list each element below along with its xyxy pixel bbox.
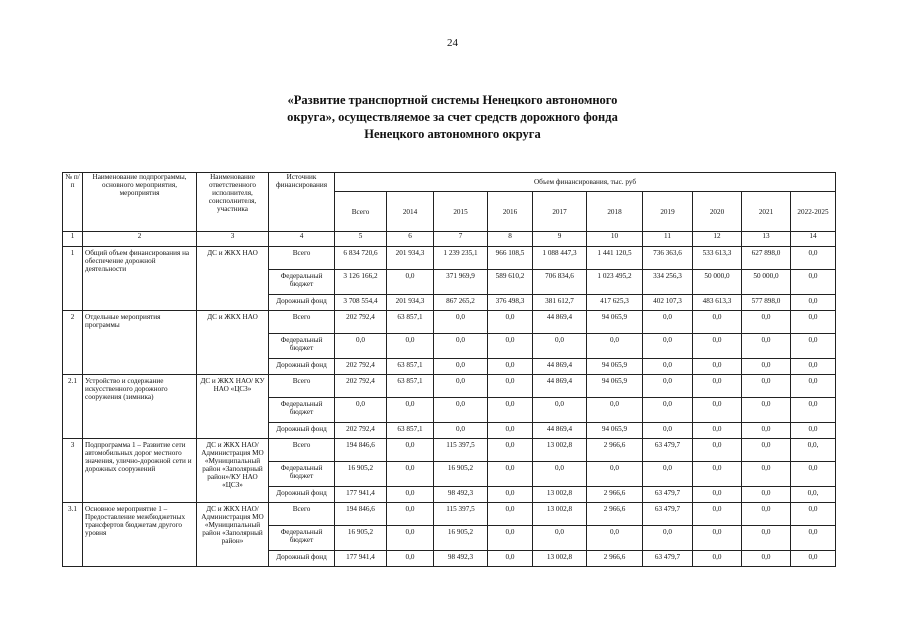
value-cell: 0,0 [742,311,791,334]
value-cell: 0,0 [693,398,742,423]
value-cell: 483 613,3 [693,295,742,311]
value-cell: 0,0 [335,334,387,359]
value-cell: 0,0 [791,334,836,359]
value-cell: 201 934,3 [387,247,434,270]
value-cell: 577 898,0 [742,295,791,311]
value-cell: 0,0 [791,398,836,423]
value-cell: 0,0 [587,526,643,551]
value-cell: 0,0 [693,359,742,375]
value-cell: 63 857,1 [387,359,434,375]
value-cell: 0,0 [335,398,387,423]
row-number: 3 [63,439,83,503]
financing-table [62,172,836,567]
value-cell: 1 239 235,1 [434,247,488,270]
value-cell: 0,0 [742,487,791,503]
value-cell: 202 792,4 [335,375,387,398]
column-number: 11 [643,232,693,247]
table-row [63,247,836,270]
column-number: 4 [269,232,335,247]
value-cell: 63 857,1 [387,311,434,334]
value-cell: 0,0 [434,359,488,375]
value-cell: 0,0 [643,375,693,398]
value-cell: 0,0 [387,270,434,295]
value-cell: 63 479,7 [643,439,693,462]
value-cell: 0,0 [791,423,836,439]
column-number: 7 [434,232,488,247]
value-cell: 16 905,2 [335,526,387,551]
header-year: 2022-2025 [791,192,836,232]
value-cell: 0,0 [387,526,434,551]
header-executor: Наименование ответственного исполнителя, соисполнителя, участника [197,173,269,232]
title-line-2: округа», осуществляемое за счет средств дорожного фонда [287,110,618,124]
value-cell: 966 108,5 [488,247,533,270]
value-cell: 6 834 720,6 [335,247,387,270]
header-year: 2017 [533,192,587,232]
value-cell: 0,0 [533,526,587,551]
header-name: Наименование подпрограммы, основного мероприятия, мероприятия [83,173,197,232]
value-cell: 44 869,4 [533,375,587,398]
value-cell: 417 625,3 [587,295,643,311]
column-number: 2 [83,232,197,247]
value-cell: 0,0 [643,462,693,487]
header-year: 2018 [587,192,643,232]
value-cell: 0,0 [643,423,693,439]
value-cell: 371 969,9 [434,270,488,295]
value-cell: 867 265,2 [434,295,488,311]
value-cell: 13 002,8 [533,439,587,462]
row-source: Федеральный бюджет [269,462,335,487]
value-cell: 16 905,2 [434,462,488,487]
header-year: 2021 [742,192,791,232]
value-cell: 0,0 [742,423,791,439]
value-cell: 0,0 [742,375,791,398]
value-cell: 402 107,3 [643,295,693,311]
value-cell: 0,0 [387,439,434,462]
row-source: Дорожный фонд [269,423,335,439]
value-cell: 0,0 [488,526,533,551]
value-cell: 0,0 [791,503,836,526]
value-cell: 0,0 [791,359,836,375]
table-row [63,439,836,462]
column-number: 5 [335,232,387,247]
value-cell: 0,0 [742,398,791,423]
table-row [63,311,836,334]
value-cell: 0,0 [742,334,791,359]
value-cell: 0,0 [693,487,742,503]
value-cell: 0,0 [693,503,742,526]
row-source: Дорожный фонд [269,359,335,375]
value-cell: 0,0 [742,359,791,375]
value-cell: 94 065,9 [587,311,643,334]
title-line-3: Ненецкого автономного округа [364,127,541,141]
row-name: Подпрограмма 1 – Развитие сети автомобильных дорог местного значения, улично-дорожной сети и дорожных сооружений [83,439,197,503]
value-cell: 115 397,5 [434,439,488,462]
value-cell: 2 966,6 [587,439,643,462]
value-cell: 0,0 [791,462,836,487]
value-cell: 0,0 [488,462,533,487]
table-row [63,503,836,526]
row-source: Всего [269,439,335,462]
value-cell: 16 905,2 [335,462,387,487]
value-cell: 50 000,0 [742,270,791,295]
row-source: Федеральный бюджет [269,334,335,359]
value-cell: 2 966,6 [587,487,643,503]
value-cell: 334 256,3 [643,270,693,295]
value-cell: 0,0 [791,526,836,551]
value-cell: 0,0 [533,462,587,487]
row-number: 2.1 [63,375,83,439]
value-cell: 627 898,0 [742,247,791,270]
value-cell: 0,0 [533,334,587,359]
value-cell: 3 708 554,4 [335,295,387,311]
row-source: Дорожный фонд [269,295,335,311]
column-number: 14 [791,232,836,247]
value-cell: 3 126 166,2 [335,270,387,295]
value-cell: 0,0 [693,551,742,567]
value-cell: 0,0 [791,551,836,567]
row-number: 3.1 [63,503,83,567]
column-number: 12 [693,232,742,247]
value-cell: 1 441 120,5 [587,247,643,270]
page-number: 24 [447,37,458,49]
value-cell: 706 834,6 [533,270,587,295]
value-cell: 0,0 [387,551,434,567]
row-number: 2 [63,311,83,375]
value-cell: 0,0 [742,526,791,551]
value-cell: 0,0 [488,439,533,462]
value-cell: 0,0 [533,398,587,423]
row-name: Отдельные мероприятия программы [83,311,197,375]
value-cell: 0,0 [488,423,533,439]
value-cell: 63 479,7 [643,487,693,503]
header-year: 2015 [434,192,488,232]
value-cell: 0,0 [488,398,533,423]
value-cell: 0,0 [791,247,836,270]
column-number: 6 [387,232,434,247]
value-cell: 44 869,4 [533,311,587,334]
value-cell: 0,0 [791,295,836,311]
row-source: Федеральный бюджет [269,526,335,551]
value-cell: 194 846,6 [335,439,387,462]
value-cell: 0,0 [693,311,742,334]
value-cell: 0,0 [643,311,693,334]
value-cell: 0,0 [742,503,791,526]
row-source: Федеральный бюджет [269,398,335,423]
column-number: 10 [587,232,643,247]
value-cell: 0,0 [434,334,488,359]
header-year: 2019 [643,192,693,232]
row-executor: ДС и ЖКХ НАО/ КУ НАО «ЦСЗ» [197,375,269,439]
value-cell: 0,0 [488,311,533,334]
value-cell: 0,0 [488,359,533,375]
value-cell: 63 857,1 [387,423,434,439]
value-cell: 94 065,9 [587,423,643,439]
row-name: Общий объем финансирования на обеспечение дорожной деятельности [83,247,197,311]
value-cell: 202 792,4 [335,359,387,375]
value-cell: 177 941,4 [335,551,387,567]
value-cell: 381 612,7 [533,295,587,311]
header-year: 2014 [387,192,434,232]
value-cell: 0,0 [742,551,791,567]
header-year: 2016 [488,192,533,232]
value-cell: 0,0 [387,487,434,503]
value-cell: 0,0 [488,503,533,526]
header-source: Источник финансирования [269,173,335,232]
value-cell: 0,0 [693,334,742,359]
value-cell: 13 002,8 [533,487,587,503]
row-name: Основное мероприятие 1 – Предоставление межбюджетных трансфертов бюджетам другого уровня [83,503,197,567]
value-cell: 0,0 [643,526,693,551]
value-cell: 16 905,2 [434,526,488,551]
value-cell: 0,0 [387,503,434,526]
row-executor: ДС и ЖКХ НАО/ Администрация МО «Муниципальный район «Заполярный район» [197,503,269,567]
row-source: Федеральный бюджет [269,270,335,295]
value-cell: 13 002,8 [533,551,587,567]
value-cell: 0,0 [643,334,693,359]
header-num: № п/п [63,173,83,232]
document-title [0,92,905,143]
row-number: 1 [63,247,83,311]
row-executor: ДС и ЖКХ НАО [197,311,269,375]
value-cell: 0,0 [643,398,693,423]
value-cell: 0,0 [488,375,533,398]
value-cell: 94 065,9 [587,375,643,398]
title-line-1: «Развитие транспортной системы Ненецкого автономного [287,93,618,107]
value-cell: 0,0 [587,398,643,423]
value-cell: 589 610,2 [488,270,533,295]
value-cell: 13 002,8 [533,503,587,526]
value-cell: 44 869,4 [533,423,587,439]
value-cell: 44 869,4 [533,359,587,375]
value-cell: 202 792,4 [335,311,387,334]
value-cell: 0,0, [791,439,836,462]
row-source: Дорожный фонд [269,551,335,567]
value-cell: 0,0 [693,526,742,551]
value-cell: 0,0 [488,551,533,567]
column-number: 13 [742,232,791,247]
value-cell: 376 498,3 [488,295,533,311]
value-cell: 0,0 [434,311,488,334]
value-cell: 736 363,6 [643,247,693,270]
value-cell: 0,0 [791,311,836,334]
value-cell: 202 792,4 [335,423,387,439]
value-cell: 63 857,1 [387,375,434,398]
value-cell: 2 966,6 [587,503,643,526]
value-cell: 115 397,5 [434,503,488,526]
header-year: Всего [335,192,387,232]
value-cell: 0,0 [587,334,643,359]
value-cell: 0,0 [434,375,488,398]
row-executor: ДС и ЖКХ НАО/ Администрация МО «Муниципальный район «Заполярный район»/КУ НАО «ЦСЗ» [197,439,269,503]
value-cell: 1 023 495,2 [587,270,643,295]
column-number: 9 [533,232,587,247]
value-cell: 0,0, [791,487,836,503]
value-cell: 0,0 [693,462,742,487]
value-cell: 0,0 [791,375,836,398]
value-cell: 0,0 [434,398,488,423]
value-cell: 50 000,0 [693,270,742,295]
value-cell: 201 934,3 [387,295,434,311]
value-cell: 0,0 [643,359,693,375]
value-cell: 0,0 [742,462,791,487]
row-source: Всего [269,375,335,398]
value-cell: 98 492,3 [434,551,488,567]
row-name: Устройство и содержание искусственного дорожного сооружения (зимника) [83,375,197,439]
row-executor: ДС и ЖКХ НАО [197,247,269,311]
row-source: Дорожный фонд [269,487,335,503]
value-cell: 0,0 [387,462,434,487]
value-cell: 0,0 [488,334,533,359]
value-cell: 94 065,9 [587,359,643,375]
value-cell: 0,0 [587,462,643,487]
value-cell: 0,0 [693,375,742,398]
value-cell: 177 941,4 [335,487,387,503]
value-cell: 63 479,7 [643,551,693,567]
value-cell: 0,0 [693,439,742,462]
value-cell: 0,0 [387,334,434,359]
row-source: Всего [269,503,335,526]
value-cell: 63 479,7 [643,503,693,526]
header-volume: Объем финансирования, тыс. руб [335,173,836,192]
value-cell: 0,0 [434,423,488,439]
value-cell: 0,0 [387,398,434,423]
value-cell: 98 492,3 [434,487,488,503]
value-cell: 0,0 [488,487,533,503]
table-row [63,375,836,398]
column-number: 8 [488,232,533,247]
row-source: Всего [269,311,335,334]
column-number: 1 [63,232,83,247]
value-cell: 0,0 [742,439,791,462]
value-cell: 2 966,6 [587,551,643,567]
row-source: Всего [269,247,335,270]
value-cell: 0,0 [693,423,742,439]
value-cell: 0,0 [791,270,836,295]
value-cell: 533 613,3 [693,247,742,270]
value-cell: 194 846,6 [335,503,387,526]
value-cell: 1 088 447,3 [533,247,587,270]
header-year: 2020 [693,192,742,232]
column-number: 3 [197,232,269,247]
